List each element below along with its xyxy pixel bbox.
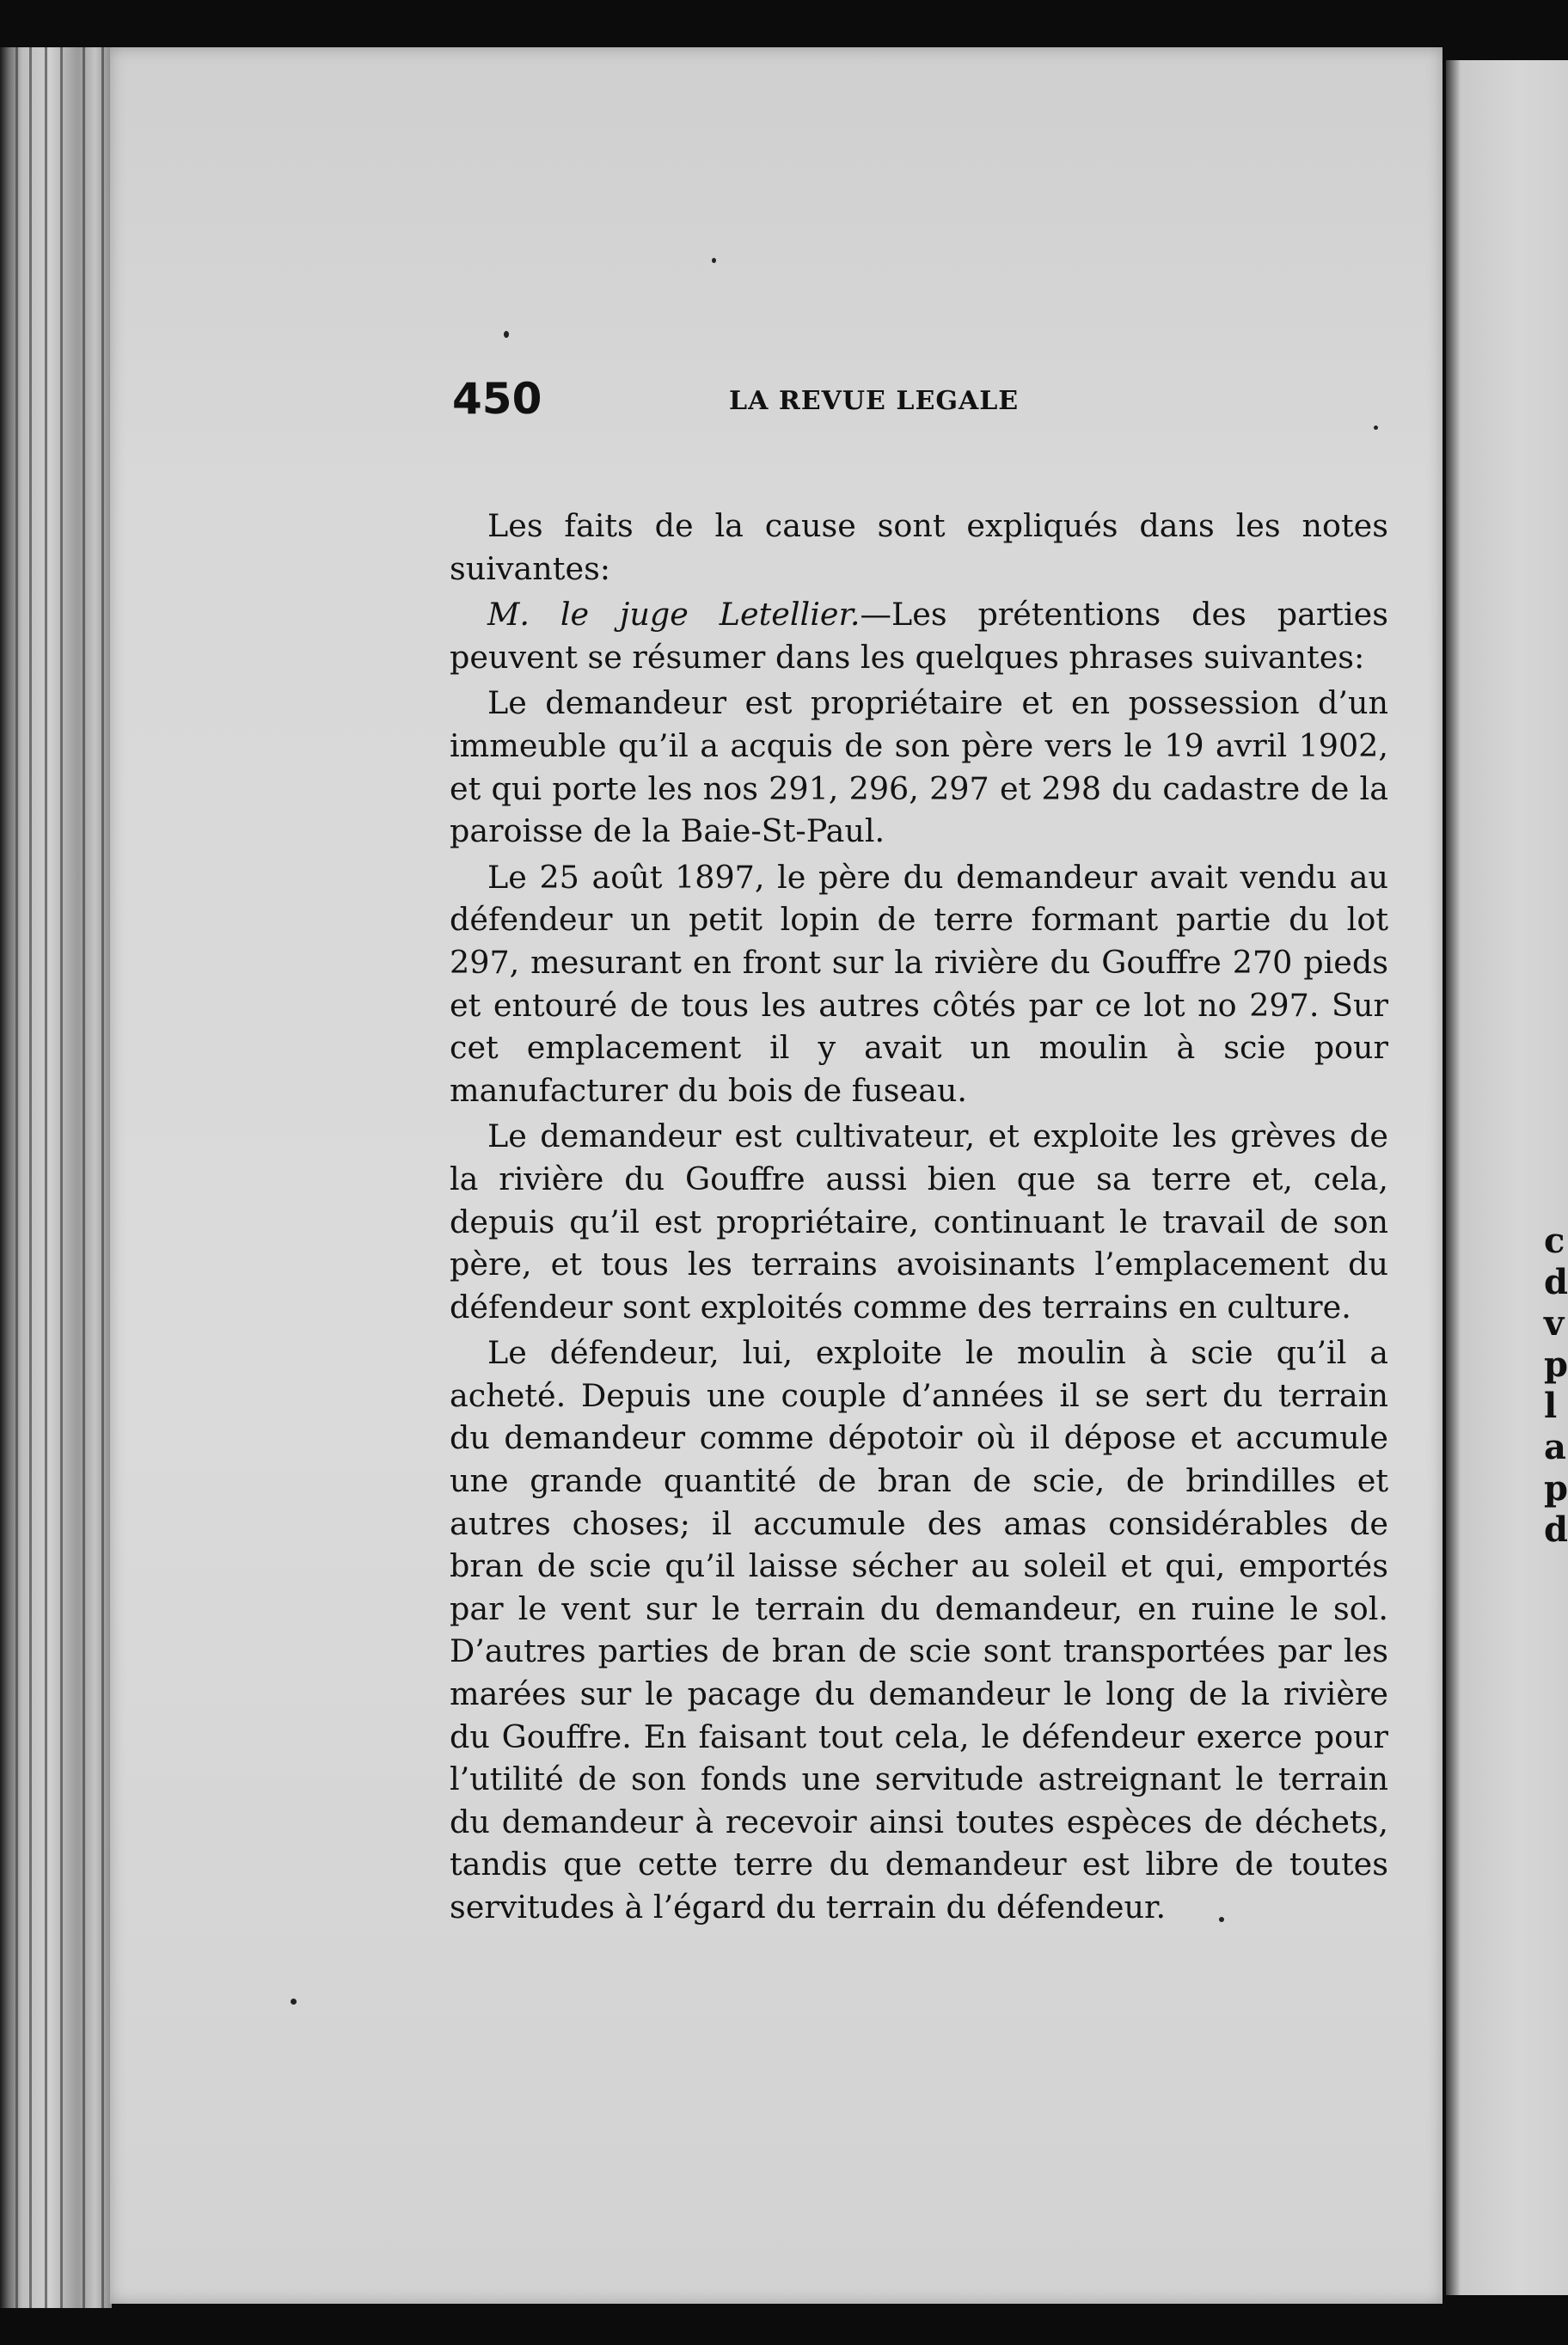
scan-speck xyxy=(504,331,509,338)
paragraph xyxy=(450,682,1388,852)
paragraph-text: —Les prétentions des parties peuvent se résumer dans les quelques phrases suivantes: xyxy=(450,596,1388,676)
paragraph-text: Les faits de la cause sont expliqués dans les notes suivantes: xyxy=(450,507,1388,587)
scan-speck xyxy=(712,258,716,263)
paragraph-text: Le 25 août 1897, le père du demandeur avait vendu au défendeur un petit lopin de terre formant partie du lot 297, mesurant en front sur la rivière du Gouffre 270 pieds et entouré de tous les autres côtés par ce lot no 297. Sur cet emplacement il y avait un moulin à scie pour manufacturer du bois de fuseau. xyxy=(450,858,1388,1109)
adjacent-letter: l xyxy=(1544,1386,1558,1426)
adjacent-letter: a xyxy=(1544,1427,1566,1467)
book-page xyxy=(110,47,1442,2304)
adjacent-page xyxy=(1446,60,1568,2295)
judge-name: M. le juge Letellier. xyxy=(487,596,861,634)
paragraph-text: Le demandeur est propriétaire et en possession d’un immeuble qu’il a acquis de son père vers le 19 avril 1902, et qui porte les nos 291, 296, 297 et 298 du cadastre de la paroisse de la Baie-St-Paul. xyxy=(450,684,1388,850)
paragraph xyxy=(450,856,1388,1112)
paragraph xyxy=(450,505,1388,590)
scan-speck xyxy=(1374,426,1378,430)
stacked-page-edges xyxy=(0,47,112,2308)
running-head: LA REVUE LEGALE xyxy=(729,386,1020,416)
paragraph xyxy=(450,1115,1388,1328)
scan-speck xyxy=(291,1999,297,2005)
paragraph-text: Le demandeur est cultivateur, et exploite les grèves de la rivière du Gouffre aussi bien que sa terre et, cela, depuis qu’il est propriétaire, continuant le travail de son père, et tous les terrains avoisinants l’emplacement du défendeur sont exploités comme des terrains en culture. xyxy=(450,1117,1388,1326)
adjacent-letter: v xyxy=(1544,1303,1565,1344)
scan-speck xyxy=(1219,1917,1224,1922)
page-number: 450 xyxy=(452,374,542,424)
adjacent-page-text-fragment xyxy=(1544,1221,1568,1551)
adjacent-letter: d xyxy=(1544,1509,1568,1550)
page-header xyxy=(110,374,1442,443)
adjacent-letter: p xyxy=(1544,1344,1568,1385)
paragraph-text: Le défendeur, lui, exploite le moulin à scie qu’il a acheté. Depuis une couple d’années il se sert du terrain du demandeur comme dépotoir où il dépose et accumule une grande quantité de bran de scie, de brindilles et autres choses; il accumule des amas considérables de bran de scie qu’il laisse sécher au soleil et qui, emportés par le vent sur le terrain du demandeur, en ruine le sol. D’autres parties de bran de scie sont transportées par les marées sur le pacage du demandeur le long de la rivière du Gouffre. En faisant tout cela, le défendeur exerce pour l’utilité de son fonds une servitude astreignant le terrain du demandeur à recevoir ainsi toutes espèces de déchets, tandis que cette terre du demandeur est libre de toutes servitudes à l’égard du terrain du défendeur. xyxy=(450,1334,1388,1926)
adjacent-letter: d xyxy=(1544,1262,1568,1302)
adjacent-letter: c xyxy=(1544,1221,1565,1261)
paragraph xyxy=(450,1332,1388,1928)
paragraph xyxy=(450,593,1388,678)
adjacent-letter: p xyxy=(1544,1468,1568,1509)
page-body xyxy=(450,505,1388,1932)
